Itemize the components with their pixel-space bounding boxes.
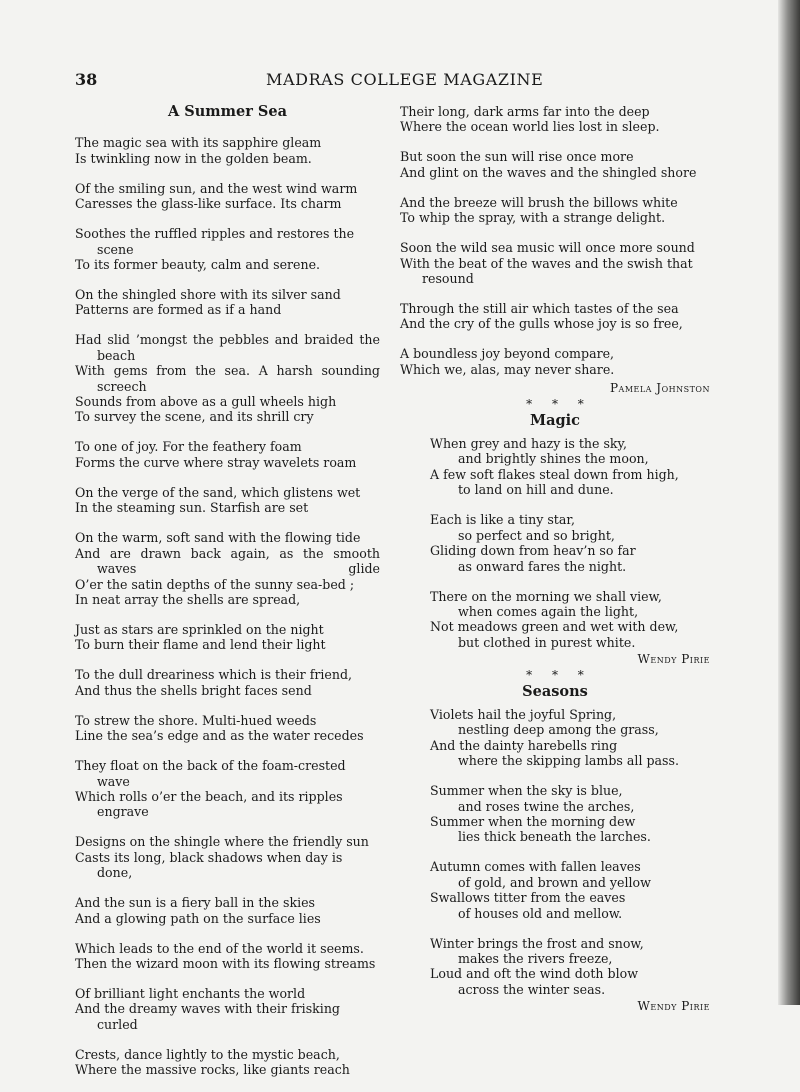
stanza [75, 1047, 380, 1078]
poem-line: lies thick beneath the larches. [458, 829, 651, 845]
poem-line: Designs on the shingle where the friendly sun [75, 834, 369, 850]
poem-line: But soon the sun will rise once more [400, 149, 634, 165]
poem-line: In the steaming sun. Starfish are set [75, 500, 309, 516]
poem-line: Winter brings the frost and snow, [430, 935, 644, 951]
poem-line: And the dainty harebells ring [430, 737, 618, 753]
stanza [75, 941, 380, 972]
stanza [400, 436, 710, 498]
poem-line: And the dreamy waves with their frisking curled [75, 1001, 340, 1032]
stanza [400, 104, 710, 135]
stanza [75, 986, 380, 1032]
poem-line: Patterns are formed as if a hand [75, 302, 282, 318]
stanza [75, 622, 380, 653]
stanza [400, 783, 710, 845]
poem-line: Where the ocean world lies lost in sleep. [400, 119, 660, 135]
poem-line: Of brilliant light enchants the world [75, 985, 306, 1001]
poem-line: And thus the shells bright faces send [75, 682, 312, 698]
stanza [400, 707, 710, 769]
stanza [75, 287, 380, 318]
stanza [75, 135, 380, 166]
stanza [400, 589, 710, 651]
poem-line: Which we, alas, may never share. [400, 361, 615, 377]
stanza [75, 834, 380, 880]
poem-line: Summer when the sky is blue, [430, 783, 623, 799]
author-pamela-johnston: Pamela Johnston [609, 381, 710, 396]
poem-line: In neat array the shells are spread, [75, 591, 301, 607]
poem-line: And glint on the waves and the shingled shore [400, 164, 697, 180]
poem-line: Which leads to the end of the world it seems. [75, 940, 364, 956]
stanza [400, 346, 710, 377]
poem-seasons [400, 707, 710, 997]
poem-line: A few soft flakes steal down from high, [430, 466, 679, 482]
poem-line: Each is like a tiny star, [430, 512, 576, 528]
page-number: 38 [75, 70, 98, 89]
poem-line: They float on the back of the foam-crested wave [75, 758, 346, 789]
poem-line: Where the massive rocks, like giants reach [75, 1062, 350, 1078]
poem-magic [400, 436, 710, 650]
stanza [400, 512, 710, 574]
poem-line: To its former beauty, calm and serene. [75, 257, 321, 273]
poem-title-seasons: Seasons [522, 682, 588, 700]
stanza [400, 859, 710, 921]
poem-line: And the breeze will brush the billows white [400, 194, 678, 210]
poem-line: And a glowing path on the surface lies [75, 910, 321, 926]
stanza [75, 439, 380, 470]
poem-line: Line the sea’s edge and as the water recedes [75, 728, 364, 744]
poem-line: Of the smiling sun, and the west wind warm [75, 180, 358, 196]
poem-line: and roses twine the arches, [458, 798, 635, 814]
stanza [75, 226, 380, 272]
stanza [400, 936, 710, 998]
stanza [75, 713, 380, 744]
stanza [75, 181, 380, 212]
author-wendy-pirie-magic: Wendy Pirie [637, 652, 710, 667]
poem-title-magic: Magic [530, 411, 580, 429]
divider-stars: * * * [526, 396, 584, 411]
stanza [75, 332, 380, 424]
stanza [400, 149, 710, 180]
poem-line: To the dull dreariness which is their friend, [75, 667, 353, 683]
stanza [75, 895, 380, 926]
poem-line: And are drawn back again, as the smooth waves glide [75, 545, 380, 577]
poem-line: With the beat of the waves and the swish that resound [400, 255, 693, 287]
poem-line: where the skipping lambs all pass. [458, 753, 679, 769]
poem-line: To whip the spray, with a strange delight. [400, 210, 666, 226]
poem-line: nestling deep among the grass, [458, 722, 659, 738]
poem-line: On the verge of the sand, which glistens wet [75, 484, 361, 500]
poem-line: To survey the scene, and its shrill cry [75, 409, 314, 425]
right-column [400, 104, 710, 1015]
poem-line: And the cry of the gulls whose joy is so free, [400, 316, 683, 332]
poem-line: To strew the shore. Multi-hued weeds [75, 712, 317, 728]
poem-line: Casts its long, black shadows when day is done, [75, 849, 343, 881]
poem-line: Then the wizard moon with its flowing streams [75, 955, 376, 971]
poem-line: Which rolls o’er the beach, and its ripples engrave [75, 788, 343, 820]
poem-line: When grey and hazy is the sky, [430, 436, 627, 452]
poem-line: On the shingled shore with its silver sand [75, 287, 341, 303]
poem-line: To burn their flame and lend their light [75, 637, 326, 653]
poem-line: to land on hill and dune. [458, 482, 614, 498]
poem-line: Had slid ’mongst the pebbles and braided the beach [75, 332, 380, 363]
stanza [75, 530, 380, 607]
author-wendy-pirie-seasons: Wendy Pirie [637, 999, 710, 1014]
poem-line: as onward fares the night. [458, 558, 627, 574]
poem-line: The magic sea with its sapphire gleam [75, 135, 322, 151]
stanza [75, 667, 380, 698]
poem-line: Autumn comes with fallen leaves [430, 859, 641, 875]
poem-line: Not meadows green and wet with dew, [430, 619, 679, 635]
poem-line: of gold, and brown and yellow [458, 874, 651, 890]
poem-line: And the sun is a fiery ball in the skies [75, 895, 316, 911]
poem-line: across the winter seas. [458, 981, 606, 997]
poem-line: Summer when the morning dew [430, 813, 636, 829]
poem-line: Their long, dark arms far into the deep [400, 104, 650, 119]
poem-line: Forms the curve where stray wavelets roam [75, 454, 357, 470]
poem-line: Just as stars are sprinkled on the night [75, 621, 324, 637]
poem-line: Violets hail the joyful Spring, [430, 706, 617, 722]
poem-line: A boundless joy beyond compare, [400, 346, 615, 362]
poem-line: To one of joy. For the feathery foam [75, 439, 302, 455]
poem-line: when comes again the light, [458, 603, 639, 619]
stanza [400, 195, 710, 226]
poem-line: Loud and oft the wind doth blow [430, 966, 638, 982]
poem-line: On the warm, soft sand with the flowing tide [75, 530, 361, 546]
poem-line: Soon the wild sea music will once more sound [400, 240, 695, 256]
poem-line: Caresses the glass-like surface. Its charm [75, 196, 342, 212]
stanza [75, 485, 380, 516]
poem-title-summer-sea: A Summer Sea [167, 103, 287, 120]
poem-line: but clothed in purest white. [458, 634, 636, 650]
poem-line: Is twinkling now in the golden beam. [75, 150, 312, 166]
poem-line: Sounds from above as a gull wheels high [75, 394, 337, 410]
poem-line: There on the morning we shall view, [430, 588, 662, 604]
stanza [400, 301, 710, 332]
poem-line: makes the rivers freeze, [458, 951, 613, 966]
poem-line: Gliding down from heav’n so far [430, 543, 636, 559]
poem-line: so perfect and so bright, [458, 527, 615, 543]
poem-line: Crests, dance lightly to the mystic beach, [75, 1046, 340, 1062]
poem-line: and brightly shines the moon, [458, 451, 649, 467]
left-column [75, 104, 380, 1092]
poem-line: Soothes the ruffled ripples and restores the scene [75, 226, 355, 257]
running-head: MADRAS COLLEGE MAGAZINE [266, 70, 544, 89]
stanza [400, 240, 710, 286]
page-edge-shadow [778, 0, 800, 1005]
poem-line: O’er the satin depths of the sunny sea-bed ; [75, 576, 355, 592]
stanza [75, 758, 380, 820]
poem-line: of houses old and mellow. [458, 905, 623, 921]
divider-stars: * * * [526, 667, 584, 682]
poem-line: With gems from the sea. A harsh sounding screech [75, 363, 380, 394]
poem-line: Swallows titter from the eaves [430, 890, 626, 906]
poem-line: Through the still air which tastes of the sea [400, 301, 679, 317]
